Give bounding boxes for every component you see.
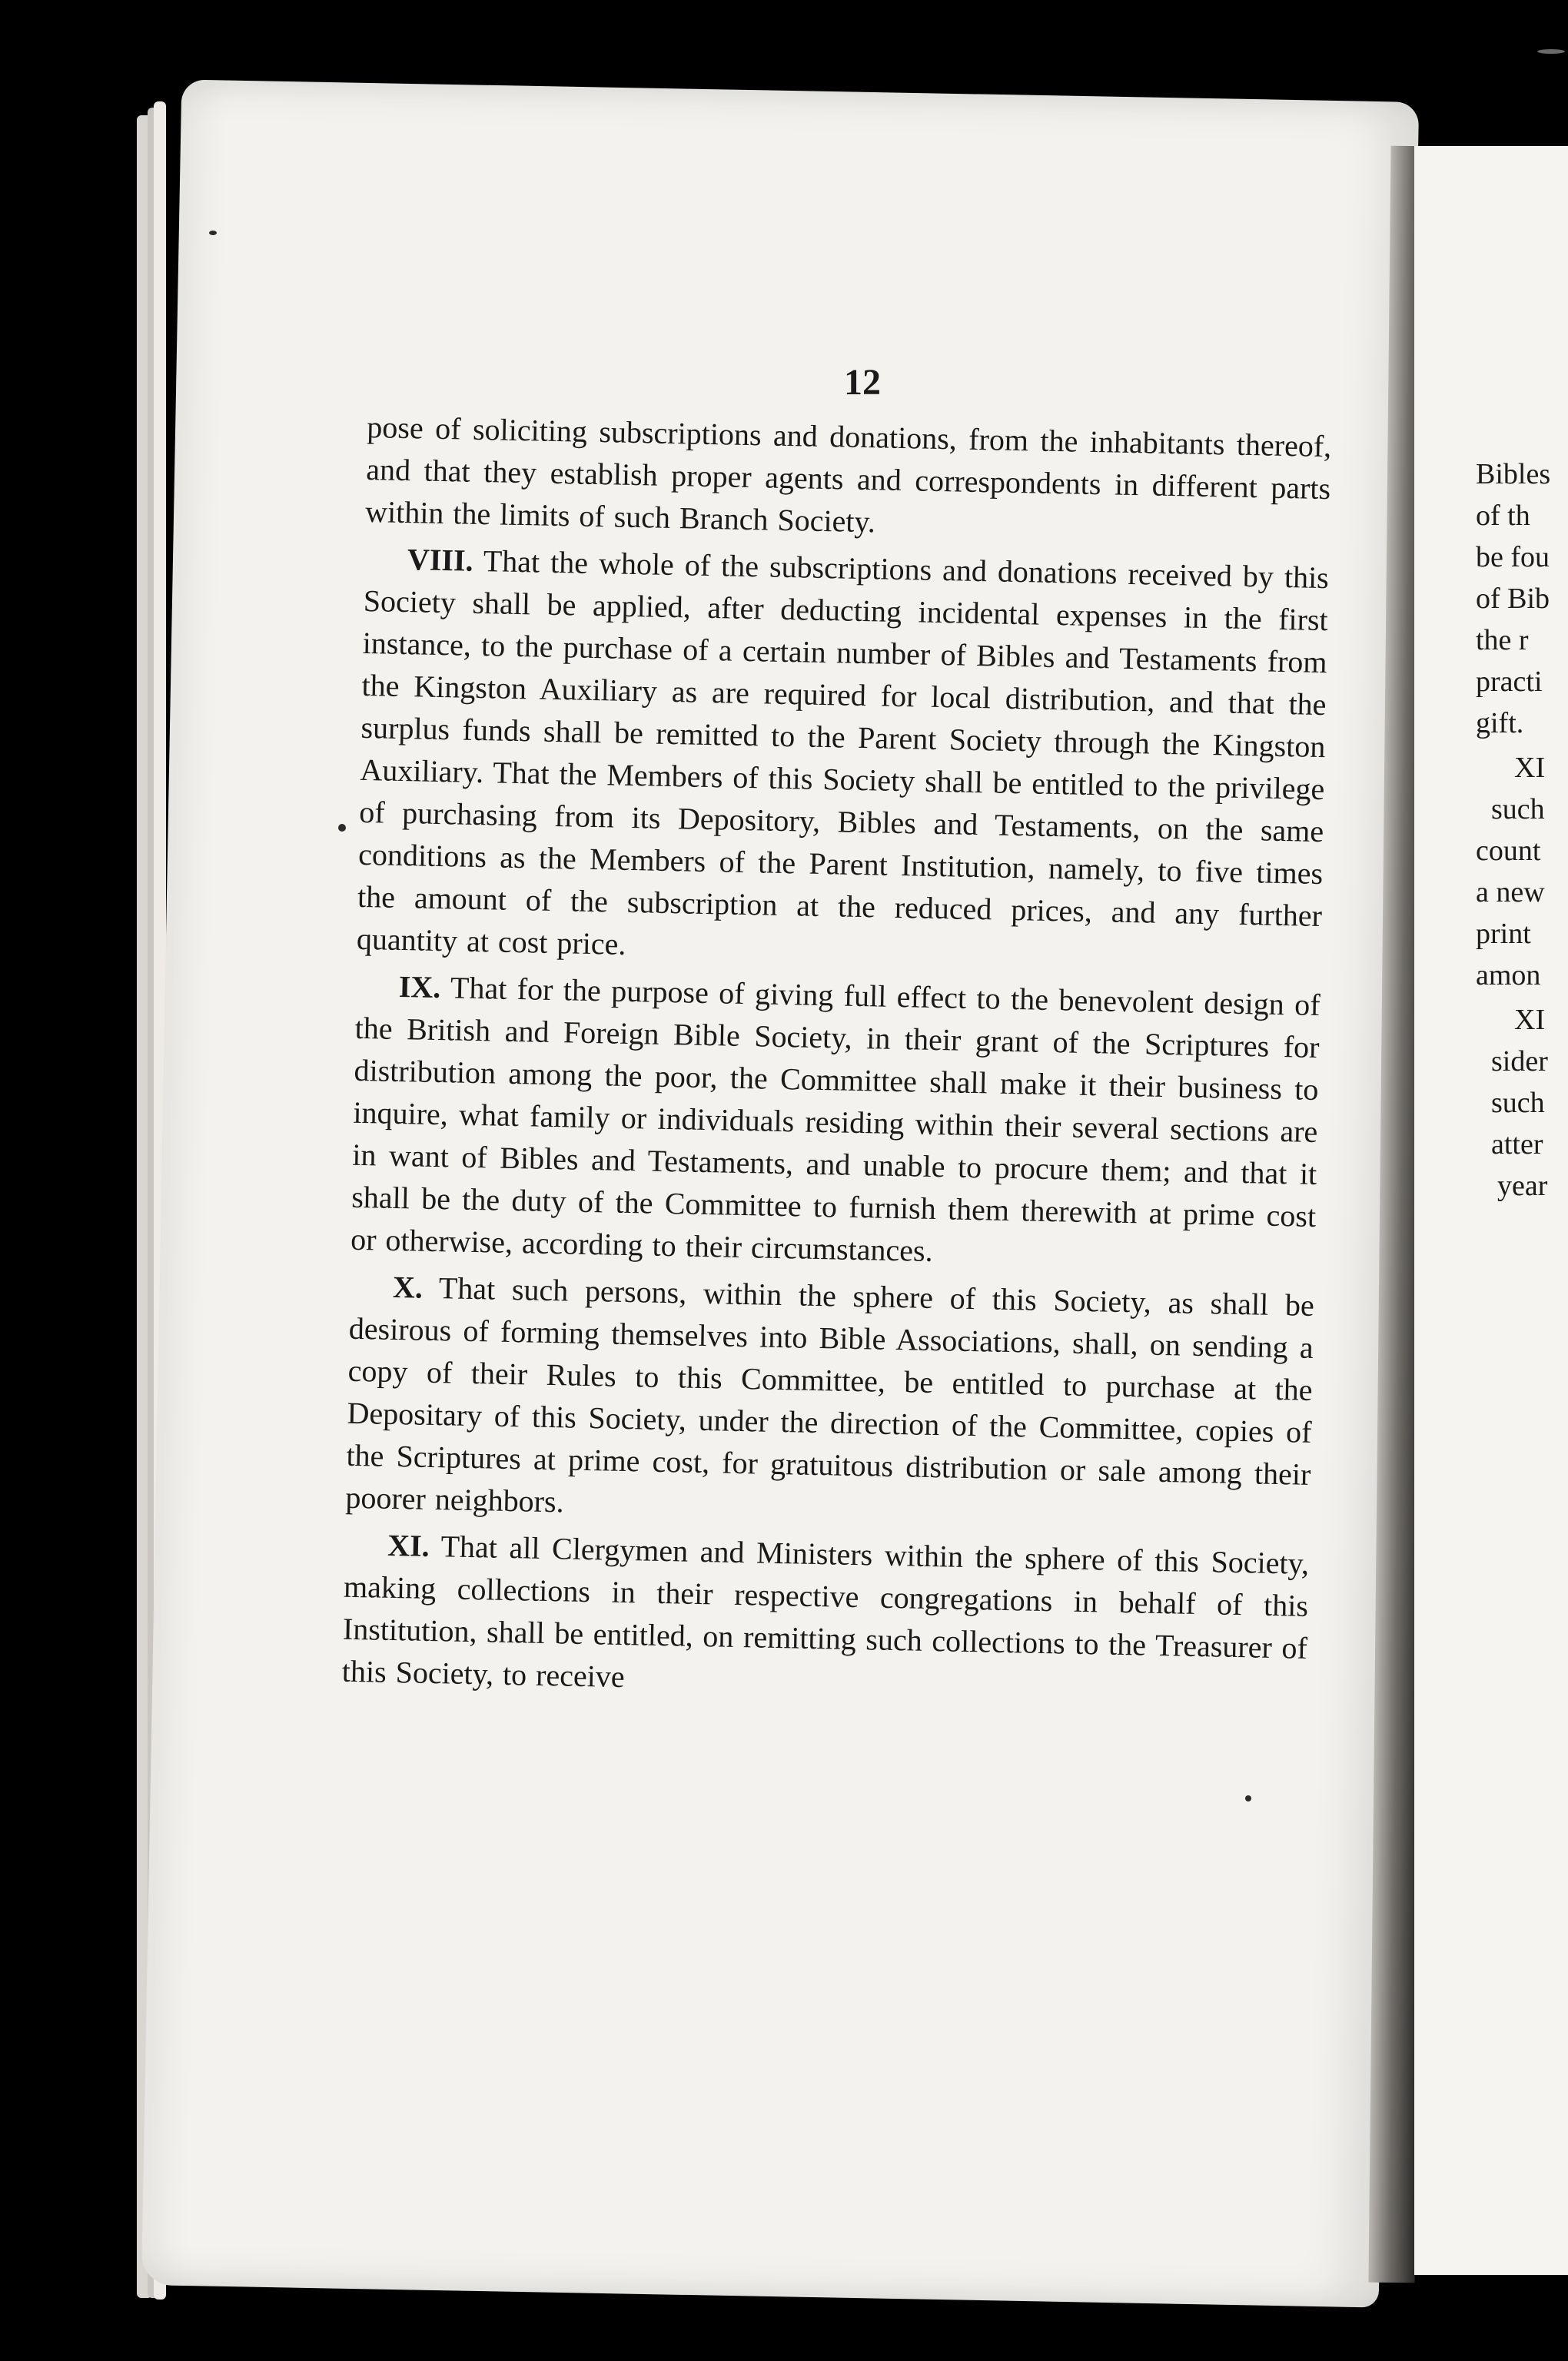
paragraph-text: That such persons, within the sphere of this Society, as shall be desirous of forming themselves into Bible Associations, shall, on sending a copy of their Rules to this Committee, be entitled to purchase at the Depositary of this Society, under the direction of the Committee, copies of the Scriptures at prime cost, for gratuitous distribution or sale among their poorer neighbors.	[345, 1270, 1315, 1519]
facing-line: XI	[1514, 752, 1546, 784]
paragraph-numeral: IX.	[398, 968, 441, 1005]
facing-line: gift.	[1476, 707, 1524, 739]
paragraph-continuation	[365, 406, 1332, 552]
paragraph-numeral: VIII.	[407, 542, 474, 578]
paragraph-text: That the whole of the subscriptions and donations received by this Society shall be applied, after deducting incidental expenses in the first instance, to the purchase of a certain number of Bibles and Testaments from the Kingston Auxiliary as are required for local distribution, and that the surplus funds shall be remitted to the Parent Society through the Kingston Auxiliary. That the Members of this Society shall be entitled to the privilege of purchasing from its Depository, Bibles and Testaments, on the same conditions as the Members of the Parent Institution, namely, to five times the amount of the subscription at the reduced prices, and any further quantity at cost price.	[356, 543, 1330, 961]
facing-line: Bibles	[1476, 458, 1551, 490]
paragraph-text: pose of soliciting subscriptions and donations, from the inhabitants thereof, and that they establish proper agents and correspondents in different parts within the limits of such Branch Society.	[364, 409, 1332, 540]
paragraph-article-x	[345, 1265, 1314, 1538]
facing-page-fragment	[1414, 146, 1568, 2275]
paragraph-text: That all Clergymen and Ministers within the sphere of this Society, making collections in their respective congregations in behalf of this Institution, shall be entitled, on remitting such collections to the Treasurer of this Society, to receive	[341, 1528, 1310, 1695]
facing-line: practi	[1476, 666, 1543, 698]
facing-line: the r	[1476, 624, 1529, 656]
facing-line: be fou	[1476, 541, 1550, 573]
facing-line: atter	[1491, 1128, 1543, 1161]
page-text	[341, 406, 1331, 1716]
scan-speck	[338, 824, 346, 832]
facing-line: of Bib	[1476, 583, 1550, 615]
facing-line: such	[1491, 1087, 1545, 1119]
page-number: 12	[844, 362, 881, 403]
paragraph-article-ix	[350, 965, 1321, 1280]
scan-speck	[1537, 49, 1565, 54]
facing-line: sider	[1491, 1045, 1548, 1078]
paragraph-numeral: XI.	[387, 1527, 430, 1563]
facing-line: count	[1476, 835, 1541, 867]
paragraph-numeral: X.	[392, 1269, 424, 1305]
facing-line: amon	[1476, 959, 1541, 991]
facing-line: XI	[1514, 1004, 1546, 1036]
facing-line: a new	[1476, 876, 1545, 908]
paragraph-article-viii	[357, 537, 1330, 979]
paragraph-article-xi	[341, 1523, 1309, 1712]
facing-line: of th	[1476, 500, 1530, 532]
scan-speck	[209, 231, 217, 235]
scan-speck	[1245, 1795, 1251, 1801]
facing-line: print	[1476, 918, 1531, 950]
facing-line: such	[1491, 793, 1545, 825]
paragraph-text: That for the purpose of giving full effect to the benevolent design of the British and Foreign Bible Society, in their grant of the Scriptures for distribution among the poor, the Committee shall make it their business to inquire, what family or individuals residing within their several sections are in want of Bibles and Testaments, and unable to procure them; and that it shall be the duty of the Committee to furnish them therewith at prime cost or otherwise, according to their circumstances.	[350, 970, 1321, 1268]
facing-line: year	[1497, 1170, 1548, 1202]
